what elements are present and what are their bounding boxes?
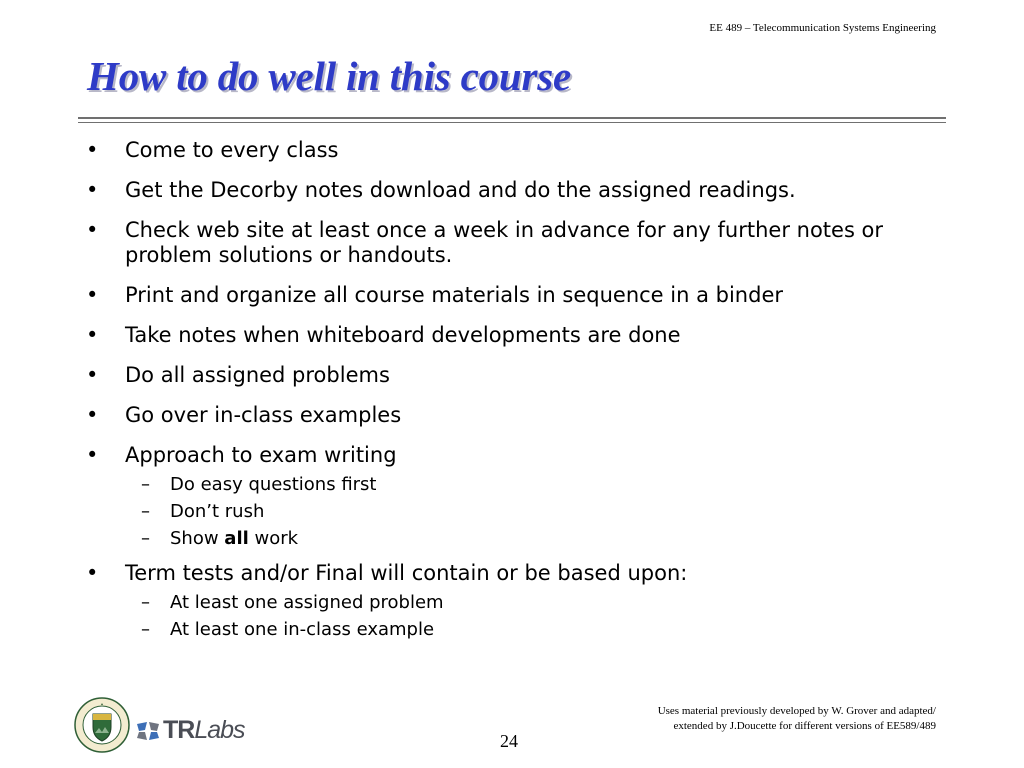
bullet-text: Check web site at least once a week in advance for any further notes or problem solutions or handouts. xyxy=(125,218,884,267)
university-crest-logo xyxy=(74,697,130,757)
bullet-text: Approach to exam writing xyxy=(125,443,397,467)
bullet-text: Print and organize all course materials in sequence in a binder xyxy=(125,283,784,307)
page-number: 24 xyxy=(500,731,518,751)
bullet-text: Go over in-class examples xyxy=(125,403,402,427)
slide-title: How to do well in this course xyxy=(87,53,571,99)
footer-credit xyxy=(658,704,936,734)
bullet-marker: • xyxy=(86,323,99,347)
sub-bullet-list xyxy=(125,471,936,552)
bullet-marker: • xyxy=(86,443,99,467)
sub-bullet-emphasis: all xyxy=(224,528,249,549)
trlabs-mark-icon xyxy=(136,720,160,742)
sub-bullet-marker: – xyxy=(141,474,150,495)
bullet-marker: • xyxy=(86,363,99,387)
bullet-marker: • xyxy=(86,138,99,162)
sub-bullet-marker: – xyxy=(141,619,150,640)
bullet-marker: • xyxy=(86,283,99,307)
trlabs-logo xyxy=(136,716,245,745)
sub-bullet-item xyxy=(125,589,936,616)
sub-bullet-list xyxy=(125,589,936,643)
bullet-item xyxy=(86,178,936,203)
trlabs-wordmark-labs: Labs xyxy=(194,716,245,744)
bullet-text: Come to every class xyxy=(125,138,339,162)
sub-bullet-text: At least one in-class example xyxy=(170,619,435,640)
course-header: EE 489 – Telecommunication Systems Engineering xyxy=(709,22,936,34)
bullet-item xyxy=(86,138,936,163)
title-divider xyxy=(78,117,946,123)
sub-bullet-text-prefix: Show xyxy=(170,528,225,549)
bullet-item xyxy=(86,218,936,268)
bullet-text: Term tests and/or Final will contain or be based upon: xyxy=(125,561,688,585)
bullet-item xyxy=(86,443,936,552)
sub-bullet-item xyxy=(125,525,936,552)
bullet-item xyxy=(86,363,936,388)
sub-bullet-text: Don’t rush xyxy=(170,501,265,522)
sub-bullet-marker: – xyxy=(141,501,150,522)
bullet-item xyxy=(86,283,936,308)
bullet-text: Do all assigned problems xyxy=(125,363,390,387)
bullet-marker: • xyxy=(86,218,99,242)
sub-bullet-marker: – xyxy=(141,592,150,613)
bullet-item xyxy=(86,323,936,348)
bullet-list xyxy=(86,138,936,652)
bullet-marker: • xyxy=(86,403,99,427)
sub-bullet-text: Do easy questions first xyxy=(170,474,377,495)
bullet-text: Get the Decorby notes download and do the assigned readings. xyxy=(125,178,796,202)
trlabs-wordmark-tr: TR xyxy=(163,716,195,744)
bullet-item xyxy=(86,561,936,643)
footer-credit-line: extended by J.Doucette for different versions of EE589/489 xyxy=(673,720,936,732)
sub-bullet-item xyxy=(125,498,936,525)
sub-bullet-text-suffix: work xyxy=(248,528,299,549)
sub-bullet-marker: – xyxy=(141,528,150,549)
bullet-text: Take notes when whiteboard developments are done xyxy=(125,323,681,347)
bullet-item xyxy=(86,403,936,428)
sub-bullet-item xyxy=(125,616,936,643)
footer-credit-line: Uses material previously developed by W. Grover and adapted/ xyxy=(657,705,936,717)
bullet-marker: • xyxy=(86,561,99,585)
sub-bullet-item xyxy=(125,471,936,498)
bullet-marker: • xyxy=(86,178,99,202)
sub-bullet-text: At least one assigned problem xyxy=(170,592,444,613)
